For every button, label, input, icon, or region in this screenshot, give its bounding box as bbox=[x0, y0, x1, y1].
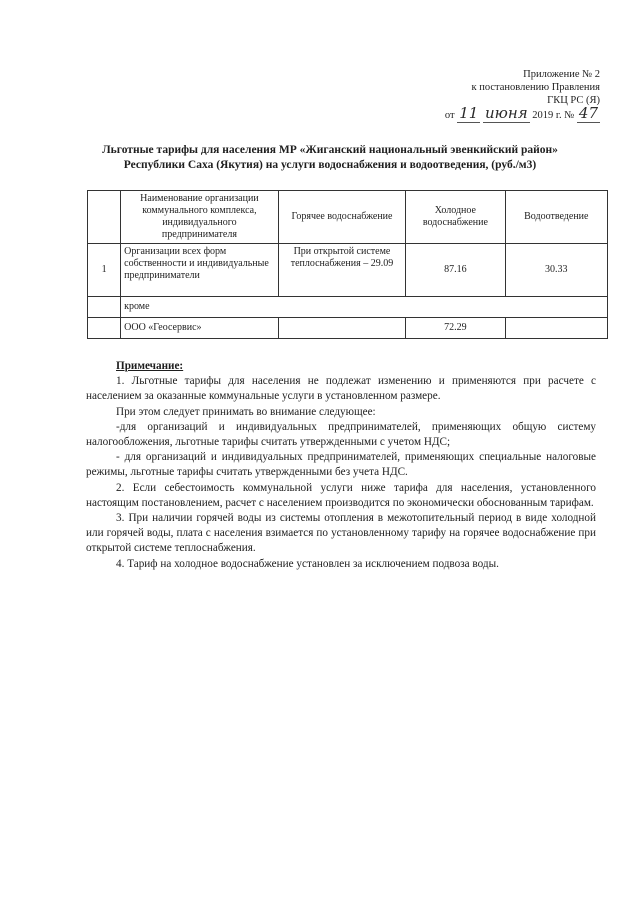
row-except-label: кроме bbox=[121, 297, 608, 318]
handwritten-month: июня bbox=[484, 104, 528, 122]
handwritten-number: 47 bbox=[578, 104, 598, 122]
table-row bbox=[88, 318, 608, 339]
header-number-cell bbox=[88, 191, 121, 244]
row-hot-water: При открытой системе теплоснабжения – 29.09 bbox=[278, 244, 405, 297]
row-org: ООО «Геосервис» bbox=[121, 318, 279, 339]
header-hot-water: Горячее водоснабжение bbox=[278, 191, 405, 244]
document-title bbox=[60, 143, 600, 173]
empty-cell bbox=[88, 318, 121, 339]
date-year: 2019 г. № bbox=[532, 110, 575, 121]
title-line-1: Льготные тарифы для населения МР «Жиганский национальный эвенкийский район» bbox=[102, 144, 558, 156]
row-cold-water: 87.16 bbox=[406, 244, 505, 297]
appendix-authority: ГКЦ РС (Я) bbox=[547, 95, 600, 106]
note-paragraph: 4. Тариф на холодное водоснабжение установлен за исключением подвоза воды. bbox=[116, 557, 499, 570]
row-number: 1 bbox=[88, 244, 121, 297]
title-line-2: Республики Саха (Якутия) на услуги водоснабжения и водоотведения, (руб./м3) bbox=[123, 159, 537, 171]
row-org: Организации всех форм собственности и индивидуальные предприниматели bbox=[121, 244, 279, 297]
table-header-row bbox=[88, 191, 608, 244]
empty-cell bbox=[505, 318, 607, 339]
header-cold-water: Холодное водоснабжение bbox=[406, 191, 505, 244]
notes-heading: Примечание: bbox=[116, 360, 184, 372]
appendix-decree: к постановлению Правления bbox=[471, 82, 600, 93]
empty-cell bbox=[278, 318, 405, 339]
table-row bbox=[88, 244, 608, 297]
tariff-table bbox=[87, 190, 608, 339]
table-row bbox=[88, 297, 608, 318]
note-paragraph: 1. Льготные тарифы для населения не подлежат изменению и применяются при расчете с населением за оказанные коммунальные услуги в установленном размере. bbox=[86, 375, 596, 403]
header-org: Наименование организации коммунального комплекса, индивидуального предпринимателя bbox=[121, 191, 279, 244]
row-cold-water: 72.29 bbox=[406, 318, 505, 339]
handwritten-day: 11 bbox=[459, 104, 479, 122]
header-wastewater: Водоотведение bbox=[505, 191, 607, 244]
notes-section bbox=[86, 359, 596, 572]
date-prefix: от bbox=[444, 110, 455, 121]
note-paragraph: 3. При наличии горячей воды из системы отопления в межотопительный период в виде холодной или горячей воды, плата с населения взимается по установленному тарифу на горячее водоснабжение при открытой системе теплоснабжения. bbox=[86, 512, 596, 555]
note-paragraph: 2. Если себестоимость коммунальной услуги ниже тарифа для населения, установленного настоящим постановлением, расчет с населением производится по экономически обоснованным тарифам. bbox=[86, 481, 596, 509]
appendix-title: Приложение № 2 bbox=[523, 69, 600, 80]
note-paragraph: При этом следует принимать во внимание следующее: bbox=[116, 405, 376, 418]
note-paragraph: -для организаций и индивидуальных предпринимателей, применяющих общую систему налогообложения, льготные тарифы считать утвержденными с учетом НДС; bbox=[86, 420, 596, 449]
note-paragraph: - для организаций и индивидуальных предпринимателей, применяющих специальные налоговые режимы, льготные тарифы считать утвержденными без учета НДС. bbox=[86, 451, 596, 479]
appendix-date-line bbox=[350, 104, 600, 122]
empty-cell bbox=[88, 297, 121, 318]
row-wastewater: 30.33 bbox=[505, 244, 607, 297]
appendix-block bbox=[350, 68, 600, 122]
